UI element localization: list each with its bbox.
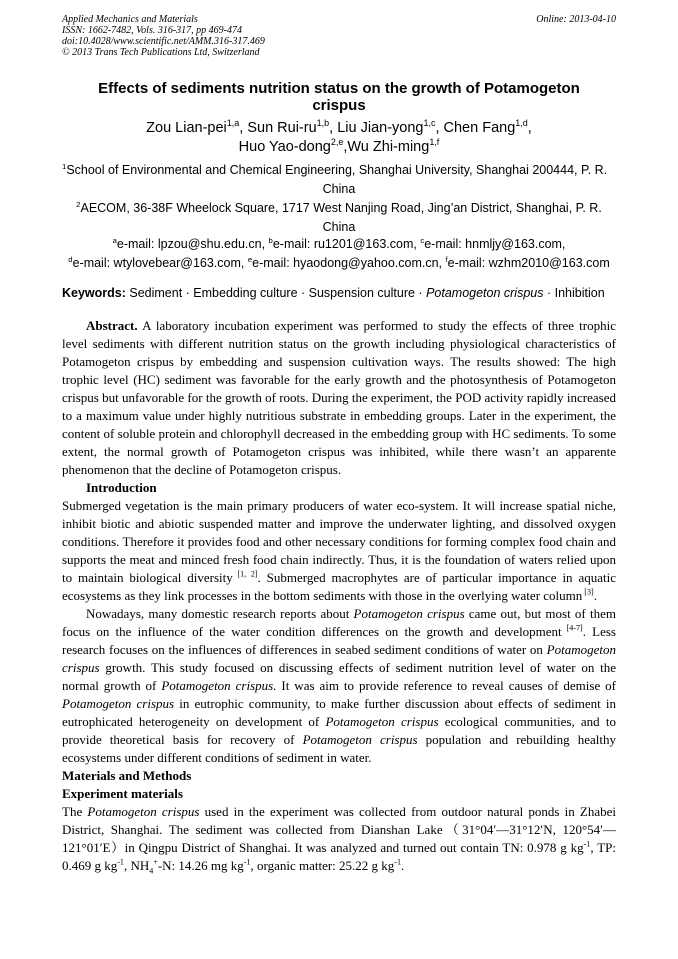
email: e-mail: hnmljy@163.com, (424, 237, 566, 251)
affiliation-text: AECOM, 36-38F Wheelock Square, 1717 West Nanjing Road, Jing’an District, Shanghai, P. R. (80, 201, 602, 215)
keywords-text: · Inhibition (543, 286, 605, 300)
affiliation-text: China (322, 220, 356, 234)
affiliation-text: China (322, 182, 356, 196)
page-header (62, 14, 616, 58)
citation: [1, 2] (232, 569, 258, 579)
email-sup: c (420, 235, 425, 245)
keywords-label: Keywords: (62, 286, 126, 300)
affiliation-sup: 1 (62, 161, 67, 171)
paper-title (62, 80, 616, 114)
author-sup: 1,f (429, 137, 440, 148)
keywords-text: Sediment · Embedding culture · Suspension culture · (125, 286, 427, 300)
email-list (62, 235, 616, 273)
email: e-mail: lpzou@shu.edu.cn, (116, 237, 269, 251)
email: e-mail: wtylovebear@163.com, (72, 256, 248, 270)
keywords-text: Potamogeton crispus (426, 286, 544, 300)
author-sup: 1,b (316, 118, 330, 129)
affiliation-text: School of Environmental and Chemical Engineering, Shanghai University, Shanghai 200444, P. R. (66, 163, 608, 177)
citation: [4-7] (561, 623, 583, 633)
author: ,Wu Zhi-ming (343, 139, 430, 155)
title-line-1: Effects of sediments nutrition status on the growth of Potamogeton (98, 80, 580, 97)
title-line-2: crispus (312, 97, 366, 114)
online-date: Online: 2013-04-10 (536, 14, 616, 25)
author-sup: 1,a (226, 118, 240, 129)
issn: ISSN: 1662-7482, Vols. 316-317, pp 469-474 (62, 25, 242, 36)
email: e-mail: wzhm2010@163.com (447, 256, 610, 270)
author: , Chen Fang (435, 120, 516, 136)
introduction-heading: Introduction (86, 480, 157, 495)
paragraph: Submerged vegetation is the main primary producers of water eco-system. It will increase spatial niche, inhibit biotic and abiotic suspended matter and improve the underwater lighting, and dissolved oxygen conditions. Therefore it provides food and other necessary conditions for forming complex food chain and supports the meat and minced fresh food chain indirectly. Thus, it is the foundation of waters relied upon to maintain biological diversity [1, 2]. Submerged macrophytes are of particular importance in aquatic ecosystems as they link processes in the bottom sediments with those in the overlying water column [3]. (62, 498, 616, 603)
abstract-text: A laboratory incubation experiment was performed to study the effects of three trophic level sediments with different nutrition status on the growth including physiological characteristics of Potamogeton crispus by embedding and suspension cultivation ways. The results showed: The high trophic level (HC) sediment was favorable for the early growth and the photosynthesis of Potamogeton crispus but unfavorable for the growth of roots. During the experiment, the POD activity rapidly increased to a maximum value under highly nutritious substrate in embedding groups. Later in the experiment, the content of soluble protein and chlorophyll decreased in the embedding group with HC sediments. To some extent, the normal growth of Potamogeton crispus was inhibited, while there wasn’t an apparente phenomenon that the decline of Potamogeton crispus. (62, 318, 616, 477)
author-list (62, 119, 616, 157)
keywords (62, 285, 616, 301)
paragraph: The Potamogeton crispus used in the experiment was collected from outdoor natural ponds in Zhabei District, Shanghai. The sediment was collected from Dianshan Lake（31°04′—31°12′N, 120°54′—121°01′E）in Qingpu District of Shanghai. It was analyzed and turned out contain TN: 0.978 g $kg^{-1}$, TP: 0.469 g $kg^{-1}$, $NH_4^+-N$: 14.26 mg $kg^{-1}$, organic matter: 25.22 g $kg^{-1}$. (62, 804, 616, 876)
methods-subheading: Experiment materials (62, 786, 183, 801)
author: Zou Lian-pei (146, 120, 227, 136)
paragraph: Nowadays, many domestic research reports about Potamogeton crispus came out, but most of them focus on the influence of the water condition differences on the growth and development [4-7]. Less research focuses on the influences of differences in seabed sediment conditions of water on Potamogeton crispus growth. This study focused on discussing effects of sediment nutrition level of water on the normal growth of Potamogeton crispus. It was aim to provide reference to reveal causes of demise of Potamogeton crispus in eutrophic community, to make further discussion about effects of sediment in eutrophicated heterogeneity on development of Potamogeton crispus ecological communities, and to provide theoretical basis for recovery of Potamogeton crispus population and rebuilding healthy ecosystems under different conditions of sediment in water. (62, 606, 616, 765)
affiliation-2 (62, 199, 616, 237)
email: e-mail: ru1201@163.com, (272, 237, 421, 251)
email-sup: d (68, 254, 73, 264)
author-sup: 2,e (330, 137, 344, 148)
author-line-1: Zou Lian-pei$^{1,a}$, Sun Rui-ru$^{1,b}$, Liu Jian-yong$^{1,c}$, Chen Fang$^{1,d}$, (146, 118, 532, 136)
author: , Liu Jian-yong (329, 120, 424, 136)
affiliation-sup: 2 (76, 199, 81, 209)
doi: doi:10.4028/www.scientific.net/AMM.316-317.469 (62, 36, 265, 47)
author-line-2 (62, 138, 616, 157)
author: Huo Yao-dong (238, 139, 331, 155)
journal-name: Applied Mechanics and Materials (62, 14, 198, 25)
email: e-mail: hyaodong@yahoo.com.cn, (252, 256, 446, 270)
abstract-label: Abstract. (86, 318, 138, 333)
email-sup: f (445, 254, 448, 264)
citation: [3] (582, 587, 594, 597)
copyright: © 2013 Trans Tech Publications Ltd, Switzerland (62, 47, 260, 58)
author-sup: 1,d (515, 118, 528, 129)
email-sup: e (247, 254, 253, 264)
affiliation-1 (62, 161, 616, 199)
email-sup: b (268, 235, 273, 245)
email-sup: a (112, 235, 117, 245)
abstract (62, 317, 616, 479)
author: , Sun Rui-ru (239, 120, 317, 136)
paper-body (62, 317, 616, 875)
author-sup: 1,c (423, 118, 436, 129)
methods-heading: Materials and Methods (62, 768, 192, 783)
